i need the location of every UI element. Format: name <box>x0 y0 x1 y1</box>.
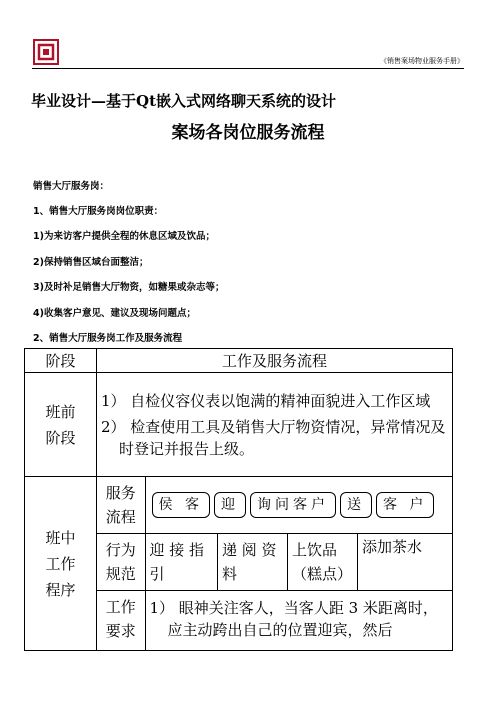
header-rule <box>32 68 464 69</box>
stage-in-shift <box>25 477 97 651</box>
flow-step-box: 送 <box>340 492 372 518</box>
service-flow-table <box>24 348 453 651</box>
flow-step-box: 迎 <box>214 492 246 518</box>
service-flow-label <box>97 477 145 533</box>
in-shift-subtable <box>97 477 452 650</box>
company-logo-icon <box>33 39 59 65</box>
flow-step-box: 侯 客 <box>152 492 210 518</box>
behavior-cell: 递 阅 资料 <box>218 534 288 590</box>
document-title: 毕业设计—基于Qt嵌入式网络聊天系统的设计 <box>31 92 336 110</box>
stage-pre-shift <box>25 373 97 477</box>
behavior-cell: 添加茶水 <box>358 534 453 590</box>
section-heading: 销售大厅服务岗： <box>33 181 110 192</box>
stage-label: 班前阶段 <box>45 402 76 447</box>
work-req-label <box>97 590 145 650</box>
flow-steps <box>145 477 452 533</box>
document-subtitle: 案场各岗位服务流程 <box>171 123 325 143</box>
work-req-label-text: 工作要求 <box>105 597 136 640</box>
work-req-content <box>145 590 452 650</box>
duty-item: 3)及时补足销售大厅物资，如糖果或杂志等； <box>33 282 225 293</box>
behavior-subtable <box>146 534 453 590</box>
pre-shift-item: 1） 自检仪容仪表以饱满的精神面貌进入工作区域 <box>101 391 431 410</box>
duty-item: 1)为来访客户提供全程的休息区域及饮品； <box>33 231 215 242</box>
header-note: 《销售案场物业服务手册》 <box>380 57 464 65</box>
behavior-cells <box>145 533 452 590</box>
duty-item: 4)收集客户意见、建议及现场问题点； <box>33 308 196 319</box>
behavior-cell: 上饮品（糕点） <box>288 534 358 590</box>
flow-step-box: 客 户 <box>376 492 434 518</box>
service-flow-label-text: 服务流程 <box>105 483 136 526</box>
column-header-flow: 工作及服务流程 <box>97 349 453 373</box>
behavior-label <box>97 533 145 590</box>
duty-item: 2)保持销售区域台面整洁； <box>33 257 149 268</box>
work-req-item: 1） 眼神关注客人，当客人距 3 米距离时，应主动跨出自己的位置迎宾，然后 <box>149 598 438 639</box>
in-shift-content <box>97 477 453 651</box>
behavior-label-text: 行为规范 <box>105 540 136 583</box>
duties-heading: 1、销售大厅服务岗岗位职责： <box>33 206 164 217</box>
pre-shift-item: 2） 检查使用工具及销售大厅物资情况，异常情况及时登记并报告上级。 <box>101 417 446 458</box>
stage-label: 班中工作程序 <box>45 528 76 599</box>
column-header-stage: 阶段 <box>25 349 97 373</box>
flow-step-box: 询问客户 <box>250 492 336 518</box>
behavior-cell: 迎 接 指引 <box>146 534 218 590</box>
pre-shift-content <box>97 373 453 477</box>
flow-heading: 2、销售大厅服务岗工作及服务流程 <box>33 333 183 344</box>
